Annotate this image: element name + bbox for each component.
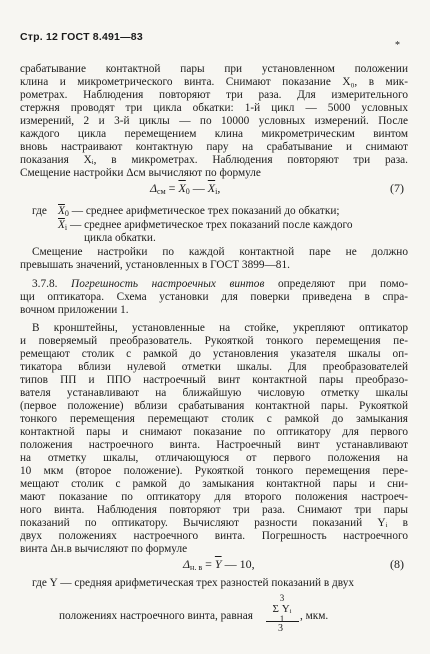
text-line: тонкого перемещения перемещают столик с рамкой до замыкания bbox=[20, 413, 408, 425]
text-line: показания Xᵢ, в микрометрах. Наблюдения повторяют три раза. bbox=[20, 154, 408, 166]
text-line: срабатывание контактной пары при установленном положении bbox=[20, 63, 408, 75]
text-line: Смещение настройки по каждой контактной паре не должно bbox=[32, 246, 408, 258]
section-number: 3.7.8. bbox=[32, 278, 58, 290]
text-line: типов ПП и ППО настроечный винт контактной пары преобразо- bbox=[20, 374, 408, 386]
formula-eq: = bbox=[165, 181, 179, 195]
where-label: где bbox=[32, 205, 47, 217]
section-rest: определяют при помо- bbox=[264, 278, 408, 290]
formula-sub: н. в bbox=[190, 563, 203, 572]
section-heading-line bbox=[32, 278, 408, 291]
text-line: и поверяемый преобразователь. Рукояткой тонкого перемещения пе- bbox=[20, 335, 408, 347]
text-line: тикатора вблизи нулевой отметки шкалы. Для преобразователей bbox=[20, 361, 408, 373]
text-line: измерений, 2 и 3-й циклы — по 10000 условных измерений. После bbox=[20, 115, 408, 127]
text-line: на отметку шкалы, отличающуюся от первого положения на bbox=[20, 452, 408, 464]
text-line: вателя устанавливают на ближайшую числовую отметку шкалы bbox=[20, 387, 408, 399]
formula-sub: см bbox=[157, 187, 166, 196]
definition-continuation: цикла обкатки. bbox=[84, 232, 156, 244]
def-text: — среднее арифметическое трех показаний до обкатки; bbox=[68, 205, 340, 217]
text-line: мают показание по оптикатору для второго положения настроеч- bbox=[20, 491, 408, 503]
formula-eq: = bbox=[202, 557, 215, 571]
text-line: стержня проводят три цикла обкатки: 1-й цикл — 5000 условных bbox=[20, 102, 408, 114]
text-line: каждого цикла перемещением клина микрометрическим винтом bbox=[20, 128, 408, 140]
sum-sign: Σ Yᵢ bbox=[272, 603, 292, 615]
def-sub: i bbox=[64, 223, 68, 232]
text-line: 10 мкм (второе положение). Рукояткой тонкого перемещения пере- bbox=[20, 465, 408, 477]
formula-delta: Δ bbox=[183, 557, 191, 571]
definition-y: где Y — средняя арифметическая трех разностей показаний в двух bbox=[32, 577, 355, 589]
page-header: Стр. 12 ГОСТ 8.491—83 bbox=[20, 31, 143, 43]
text-line: вновь настраивают контактную пару на срабатывание и снимают bbox=[20, 141, 408, 153]
equation-number-8: (8) bbox=[390, 557, 404, 571]
def-symbol: $\overline{X}$ bbox=[58, 205, 65, 217]
text-line: положения настроечного винта. Настроечный винт устанавливают bbox=[20, 439, 408, 451]
sum-upper-limit: 3 bbox=[279, 593, 285, 603]
formula-x0: $\overline{X}$ bbox=[178, 181, 186, 195]
formula-tail: — 10, bbox=[221, 557, 255, 571]
text-line: ного винта. Наблюдения повторяют три раза. Снимают три пары bbox=[20, 504, 408, 516]
formula-y: $\overline{Y}$ bbox=[214, 557, 222, 571]
page-mark: * bbox=[395, 40, 400, 51]
text-line: щи оптикатора. Схема установки для поверки приведена в спра- bbox=[20, 291, 408, 303]
def-symbol: $\overline{X}$ bbox=[58, 219, 65, 231]
text-line: мещают столик с рамкой до замыкания контактной пары и сни- bbox=[20, 478, 408, 490]
def-sub: 0 bbox=[64, 209, 69, 218]
formula-minus: — bbox=[189, 181, 208, 195]
text-line: вочном приложении 1. bbox=[20, 304, 129, 316]
fraction-bar bbox=[266, 621, 299, 622]
sum-fraction bbox=[268, 594, 296, 624]
definition-x0 bbox=[58, 205, 340, 218]
text-line: клина и микрометрического винта. Снимают показание X₀, в мик- bbox=[20, 76, 408, 88]
formula-7 bbox=[150, 181, 220, 196]
formula-xi: $\overline{X}$ bbox=[207, 181, 216, 195]
definition-y-continuation: положениях настроечного винта, равная bbox=[59, 610, 253, 622]
equation-number-7: (7) bbox=[390, 181, 404, 195]
text-line: винта Δн.в вычисляют по формуле bbox=[20, 543, 188, 555]
text-line: двух положениях настроечного винта. Погрешность настроечного bbox=[20, 530, 408, 542]
formula-delta: Δ bbox=[150, 181, 158, 195]
text-line: контактной пары и снимают показание по оптикатору для первого bbox=[20, 426, 408, 438]
text-line: рометрах. Наблюдения повторяют три раза. Для измерительного bbox=[20, 89, 408, 101]
formula-tail: , bbox=[217, 181, 221, 195]
def-text: — среднее арифметическое трех показаний после каждого bbox=[67, 219, 353, 231]
denominator: 3 bbox=[278, 623, 283, 634]
text-line: ремещают столик с рамкой до установления указателя шкалы оп- bbox=[20, 348, 408, 360]
definition-xi bbox=[58, 219, 353, 232]
sum-lower-limit: 1 bbox=[279, 614, 285, 624]
text-line: показаний по оптикатору. Вычисляют разности показаний Yᵢ в bbox=[20, 517, 408, 529]
section-title: Погрешность настроечных винтов bbox=[71, 278, 265, 290]
text-line: В кронштейны, установленные на стойке, укрепляют оптикатор bbox=[32, 322, 408, 334]
unit: , мкм. bbox=[300, 610, 329, 622]
text-line: Смещение настройки Δсм вычисляют по формуле bbox=[20, 167, 261, 179]
formula-8 bbox=[183, 557, 255, 572]
text-line: превышать значений, установленных в ГОСТ 3899—81. bbox=[20, 259, 290, 271]
text-line: (первое положение) вблизи срабатывания контактной пары. Рукояткой bbox=[20, 400, 408, 412]
formula-sub: i bbox=[215, 187, 218, 196]
formula-sub: 0 bbox=[185, 187, 190, 196]
